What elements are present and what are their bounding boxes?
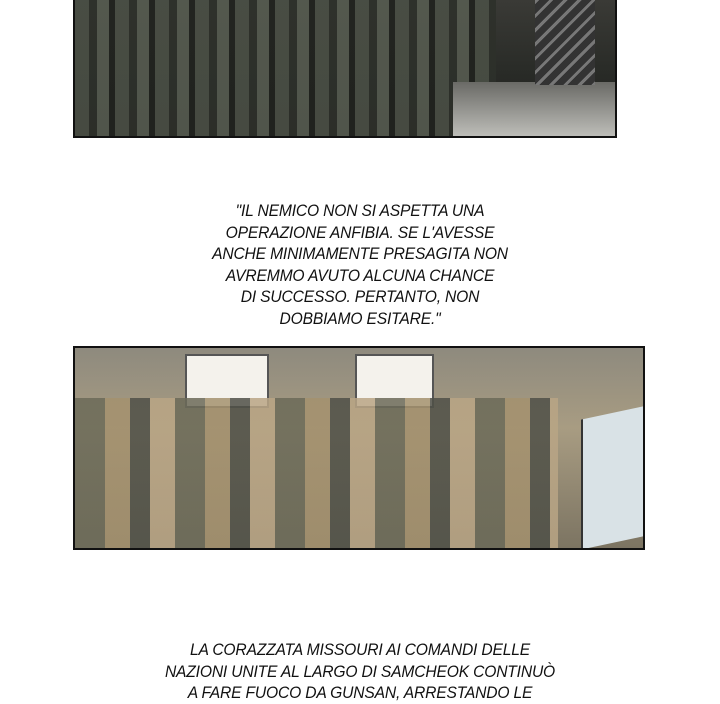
caption-line: LA CORAZZATA MISSOURI AI COMANDI DELLE xyxy=(189,640,531,659)
comic-panel-soldiers-lineup xyxy=(73,0,617,138)
soldiers-crowd-art xyxy=(75,0,496,136)
officers-art xyxy=(75,398,558,548)
caption-line: NAZIONI UNITE AL LARGO DI SAMCHEOK CONTINUÒ xyxy=(164,661,556,681)
caption-narration xyxy=(29,639,691,704)
caption-line: A FARE FUOCO DA GUNSAN, ARRESTANDO LE xyxy=(187,683,533,702)
stairs-art xyxy=(535,0,595,85)
floor-art xyxy=(453,82,615,136)
caption-line: ANCHE MINIMAMENTE PRESAGITA NON xyxy=(212,244,508,263)
caption-line: "IL NEMICO NON SI ASPETTA UNA xyxy=(235,201,485,220)
caption-line: DOBBIAMO ESITARE." xyxy=(279,308,441,328)
map-board-art xyxy=(581,406,643,549)
caption-line: DI SUCCESSO. PERTANTO, NON xyxy=(240,287,480,306)
comic-panel-briefing-room xyxy=(73,346,645,550)
caption-line: AVREMMO AVUTO ALCUNA CHANCE xyxy=(225,265,495,285)
caption-line: OPERAZIONE ANFIBIA. SE L'AVESSE xyxy=(225,222,495,242)
caption-quote xyxy=(29,200,691,329)
